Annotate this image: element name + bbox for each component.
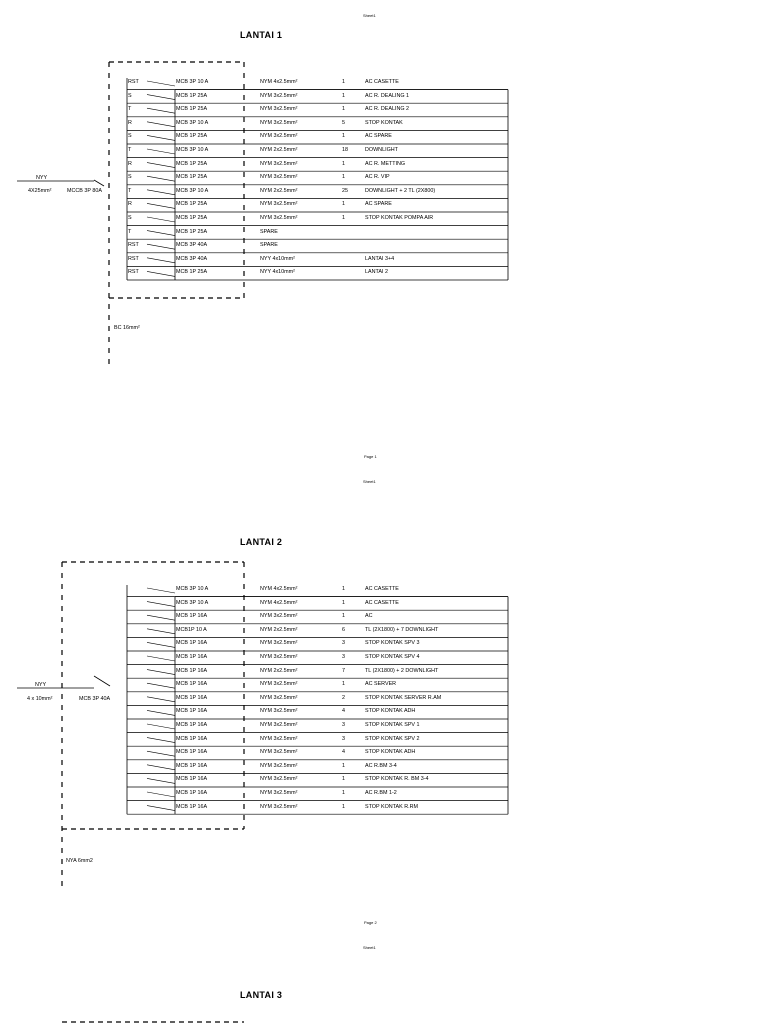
circuit-breaker-contact [147, 244, 175, 249]
breaker-rating: MCB 1P 16A [176, 613, 208, 620]
breaker-rating: MCB 1P 25A [176, 174, 208, 181]
load-quantity: 7 [342, 667, 345, 674]
breaker-rating: MCB 1P 16A [176, 708, 208, 715]
load-quantity: 1 [342, 586, 345, 592]
load-quantity: 1 [342, 106, 345, 113]
load-quantity: 4 [342, 708, 345, 715]
circuit-breaker-contact [147, 149, 175, 154]
cable-spec: NYM 3x2.5mm² [260, 92, 298, 99]
cable-spec: NYM 3x2.5mm² [260, 119, 298, 126]
circuit-breaker-contact [147, 683, 175, 688]
phase-label: S [128, 133, 132, 140]
circuit-breaker-contact [147, 615, 175, 620]
cable-spec: NYY 4x10mm² [260, 255, 295, 262]
load-description: STOP KONTAK SPV 4 [365, 654, 420, 660]
cable-spec: NYM 3x2.5mm² [260, 215, 298, 221]
page-number: Page 1 [364, 454, 377, 459]
circuit-breaker-contact [147, 108, 175, 113]
phase-label: T [128, 187, 132, 194]
phase-label: S [128, 215, 132, 221]
load-description: AC R. VIP [365, 174, 390, 181]
cable-spec: NYM 3x2.5mm² [260, 174, 298, 181]
load-description: STOP KONTAK SPV 2 [365, 735, 420, 742]
feeder-breaker: MCCB 3P 80A [67, 188, 102, 194]
load-description: AC SPARE [365, 201, 392, 208]
load-quantity: 1 [342, 803, 345, 810]
load-description: DOWNLIGHT [365, 147, 398, 153]
phase-label: R [128, 201, 132, 208]
circuit-breaker-contact [147, 588, 175, 593]
breaker-rating: MCB 3P 10 A [176, 586, 209, 592]
circuit-breaker-contact [147, 697, 175, 702]
load-description: STOP KONTAK POMPA AIR [365, 215, 434, 221]
feeder-cable: NYY [35, 682, 47, 688]
breaker-rating: MCB 1P 16A [176, 722, 208, 728]
cable-spec: NYM 3x2.5mm² [260, 160, 298, 167]
breaker-rating: MCB 3P 10 A [176, 147, 209, 153]
circuit-breaker-contact [147, 670, 175, 675]
cable-spec: NYM 3x2.5mm² [260, 749, 298, 756]
cable-spec: NYM 4x2.5mm² [260, 599, 298, 606]
load-description: AC CASETTE [365, 586, 399, 592]
phase-label: S [128, 92, 132, 99]
cable-spec: NYM 3x2.5mm² [260, 106, 298, 113]
circuit-breaker-contact [147, 710, 175, 715]
load-description: LANTAI 3+4 [365, 255, 395, 262]
load-description: TL (2X1800) + 7 DOWNLIGHT [365, 626, 439, 633]
circuit-breaker-contact [147, 602, 175, 607]
cable-spec: NYY 4x10mm² [260, 269, 295, 276]
panel-title: LANTAI 1 [240, 30, 283, 40]
breaker-rating: MCB 1P 16A [176, 790, 208, 796]
load-description: STOP KONTAK ADH [365, 749, 416, 756]
load-quantity: 3 [342, 654, 345, 660]
sheet-label: Sheet1 [363, 945, 376, 950]
breaker-rating: MCB 1P 25A [176, 215, 208, 221]
cable-spec: NYM 3x2.5mm² [260, 762, 298, 769]
phase-label: R [128, 119, 132, 126]
cable-spec: NYM 3x2.5mm² [260, 640, 298, 647]
breaker-rating: MCB 1P 16A [176, 803, 208, 810]
cable-spec: NYM 3x2.5mm² [260, 681, 298, 688]
cable-spec: NYM 3x2.5mm² [260, 722, 298, 728]
load-description: AC [365, 613, 373, 620]
cable-spec: NYM 2x2.5mm² [260, 667, 298, 674]
load-description: DOWNLIGHT + 2 TL (2X800) [365, 187, 436, 194]
circuit-breaker-contact [147, 217, 175, 222]
ground-conductor: BC 16mm² [114, 325, 140, 331]
cable-spec: NYM 3x2.5mm² [260, 133, 298, 140]
phase-label: RST [128, 242, 139, 249]
load-quantity: 1 [342, 599, 345, 606]
load-quantity: 4 [342, 749, 345, 756]
load-quantity: 5 [342, 119, 345, 126]
load-description: STOP KONTAK R. BM 3-4 [365, 776, 429, 783]
cable-spec: NYM 3x2.5mm² [260, 654, 298, 660]
breaker-rating: MCB 3P 10 A [176, 119, 209, 126]
load-quantity: 1 [342, 790, 345, 796]
load-description: STOP KONTAK R.RM [365, 803, 419, 810]
phase-label: R [128, 160, 132, 167]
breaker-rating: MCB 1P 16A [176, 749, 208, 756]
breaker-rating: MCB 3P 10 A [176, 187, 209, 194]
feeder-size: 4X25mm² [28, 188, 52, 194]
load-description: AC R. DEALING 2 [365, 106, 410, 113]
main-breaker-contact [94, 676, 110, 686]
breaker-rating: MCB 1P 25A [176, 133, 208, 140]
breaker-rating: MCB 1P 16A [176, 694, 208, 701]
load-quantity: 1 [342, 133, 345, 140]
circuit-breaker-contact [147, 738, 175, 743]
load-quantity: 25 [342, 187, 348, 194]
load-quantity: 3 [342, 722, 345, 728]
breaker-rating: MCB 1P 25A [176, 106, 208, 113]
breaker-rating: MCB1P 10 A [176, 626, 207, 633]
load-quantity: 6 [342, 626, 345, 633]
circuit-breaker-contact [147, 81, 175, 86]
phase-label: T [128, 106, 132, 113]
circuit-breaker-contact [147, 806, 175, 811]
circuit-breaker-contact [147, 122, 175, 127]
cable-spec: NYM 2x2.5mm² [260, 187, 298, 194]
breaker-rating: MCB 1P 25A [176, 201, 208, 208]
cable-spec: NYM 2x2.5mm² [260, 626, 298, 633]
circuit-breaker-contact [147, 792, 175, 797]
cable-spec: NYM 4x2.5mm² [260, 79, 298, 85]
panel-title: LANTAI 3 [240, 990, 283, 1000]
load-quantity: 1 [342, 681, 345, 688]
cable-spec: NYM 3x2.5mm² [260, 790, 298, 796]
breaker-rating: MCB 1P 16A [176, 681, 208, 688]
breaker-rating: MCB 1P 25A [176, 160, 208, 167]
load-description: LANTAI 2 [365, 269, 388, 276]
page-number: Page 2 [364, 920, 377, 925]
ground-conductor: NYA 6mm2 [66, 858, 93, 864]
load-description: AC R.BM 1-2 [365, 790, 397, 796]
load-description: AC R. METTING [365, 160, 406, 167]
load-quantity: 1 [342, 776, 345, 783]
breaker-rating: MCB 3P 10 A [176, 79, 209, 85]
load-quantity: 1 [342, 174, 345, 181]
load-quantity: 3 [342, 640, 345, 647]
load-description: AC SPARE [365, 133, 392, 140]
breaker-rating: MCB 1P 16A [176, 776, 208, 783]
circuit-breaker-contact [147, 231, 175, 236]
cable-spec: NYM 2x2.5mm² [260, 147, 298, 153]
circuit-breaker-contact [147, 135, 175, 140]
feeder-size: 4 x 10mm² [27, 696, 53, 702]
phase-label: T [128, 147, 132, 153]
circuit-breaker-contact [147, 642, 175, 647]
breaker-rating: MCB 3P 40A [176, 255, 208, 262]
load-quantity: 1 [342, 160, 345, 167]
load-quantity: 1 [342, 201, 345, 208]
cable-spec: NYM 3x2.5mm² [260, 201, 298, 208]
cable-spec: NYM 3x2.5mm² [260, 708, 298, 715]
circuit-breaker-contact [147, 176, 175, 181]
load-quantity: 3 [342, 735, 345, 742]
circuit-breaker-contact [147, 271, 175, 276]
phase-label: T [128, 228, 132, 235]
main-breaker-contact [94, 180, 104, 186]
load-description: AC CASETTE [365, 599, 399, 606]
load-description: STOP KONTAK ADH [365, 708, 416, 715]
load-quantity: 1 [342, 92, 345, 99]
cable-spec: NYM 3x2.5mm² [260, 803, 298, 810]
circuit-breaker-contact [147, 724, 175, 729]
load-description: AC R. DEALING 1 [365, 92, 410, 99]
phase-label: RST [128, 79, 139, 85]
load-description: STOP KONTAK SERVER R.AM [365, 694, 442, 701]
panel-title: LANTAI 2 [240, 537, 283, 547]
sheet-label: Sheet1 [363, 13, 376, 18]
circuit-breaker-contact [147, 765, 175, 770]
circuit-breaker-contact [147, 778, 175, 783]
load-quantity: 1 [342, 762, 345, 769]
feeder-breaker: MCB 3P 40A [79, 696, 111, 702]
breaker-rating: MCB 1P 16A [176, 735, 208, 742]
cable-spec: NYM 3x2.5mm² [260, 613, 298, 620]
circuit-breaker-contact [147, 95, 175, 100]
load-description: TL (2X1800) + 2 DOWNLIGHT [365, 667, 439, 674]
load-quantity: 1 [342, 79, 345, 85]
load-description: AC SERVER [365, 681, 397, 688]
breaker-rating: MCB 1P 16A [176, 640, 208, 647]
breaker-rating: MCB 1P 16A [176, 654, 208, 660]
sheet-label: Sheet1 [363, 479, 376, 484]
breaker-rating: MCB 3P 10 A [176, 599, 209, 606]
circuit-breaker-contact [147, 258, 175, 263]
load-quantity: 18 [342, 147, 348, 153]
phase-label: S [128, 174, 132, 181]
load-quantity: 1 [342, 215, 345, 221]
load-quantity: 2 [342, 694, 345, 701]
load-quantity: 1 [342, 613, 345, 620]
load-description: AC R.BM 3-4 [365, 762, 397, 769]
cable-spec: SPARE [260, 242, 278, 249]
breaker-rating: MCB 1P 25A [176, 92, 208, 99]
phase-label: RST [128, 269, 139, 276]
phase-label: RST [128, 255, 139, 262]
breaker-rating: MCB 1P 25A [176, 228, 208, 235]
circuit-breaker-contact [147, 203, 175, 208]
feeder-cable: NYY [36, 175, 48, 181]
breaker-rating: MCB 1P 16A [176, 667, 208, 674]
cable-spec: SPARE [260, 228, 278, 235]
circuit-breaker-contact [147, 629, 175, 634]
breaker-rating: MCB 1P 25A [176, 269, 208, 276]
cable-spec: NYM 3x2.5mm² [260, 776, 298, 783]
load-description: STOP KONTAK SPV 3 [365, 640, 420, 647]
breaker-rating: MCB 1P 16A [176, 762, 208, 769]
cable-spec: NYM 3x2.5mm² [260, 694, 298, 701]
circuit-breaker-contact [147, 656, 175, 661]
breaker-rating: MCB 3P 40A [176, 242, 208, 249]
circuit-breaker-contact [147, 163, 175, 168]
cable-spec: NYM 4x2.5mm² [260, 586, 298, 592]
cable-spec: NYM 3x2.5mm² [260, 735, 298, 742]
circuit-breaker-contact [147, 751, 175, 756]
load-description: STOP KONTAK [365, 119, 403, 126]
load-description: STOP KONTAK SPV 1 [365, 722, 420, 728]
load-description: AC CASETTE [365, 79, 399, 85]
circuit-breaker-contact [147, 190, 175, 195]
